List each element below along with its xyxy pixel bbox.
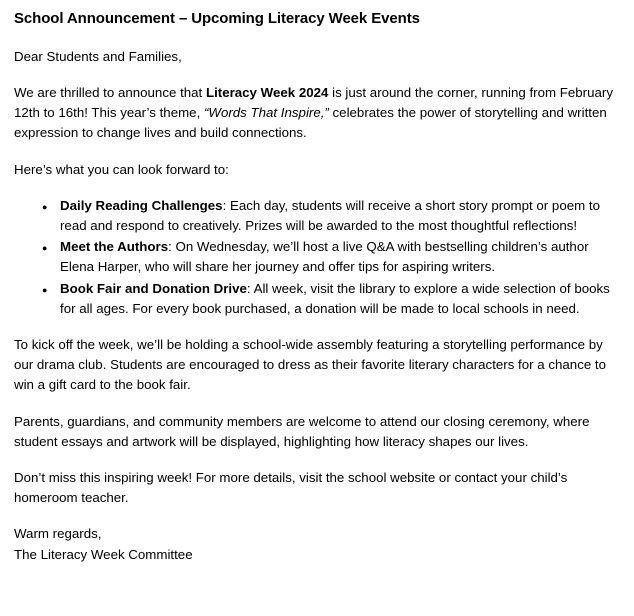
list-item-label: Book Fair and Donation Drive xyxy=(60,280,247,296)
signature-line: The Literacy Week Committee xyxy=(14,546,193,562)
list-item-text: : All week, visit the library to explore a wide selection of books for all ages. For every book purchased, a donation will be made to local schools in need. xyxy=(60,280,610,316)
lead-in-paragraph: Here’s what you can look forward to: xyxy=(14,161,229,177)
list-item xyxy=(60,196,620,236)
list-item-text: : On Wednesday, we’ll host a live Q&A with bestselling children’s author Elena Harper, who will share her journey and offer tips for aspiring writers. xyxy=(60,239,589,275)
intro-italic-theme: “Words That Inspire,” xyxy=(203,105,329,121)
signoff-line: Warm regards, xyxy=(14,526,102,542)
list-item-text: : Each day, students will receive a short story prompt or poem to read and respond to creatively. Prizes will be awarded to the most thoughtful reflections! xyxy=(60,197,600,233)
events-list xyxy=(14,196,620,319)
list-item-label: Meet the Authors xyxy=(60,239,169,255)
salutation-paragraph: Dear Students and Families, xyxy=(14,48,182,64)
parents-paragraph: Parents, guardians, and community members are welcome to attend our closing ceremony, where student essays and artwork will be displayed, highlighting how literacy shapes our lives. xyxy=(14,413,590,449)
intro-paragraph xyxy=(14,83,620,144)
closing-paragraph: Don’t miss this inspiring week! For more details, visit the school website or contact your child’s homeroom teacher. xyxy=(14,470,568,506)
list-item-label: Daily Reading Challenges xyxy=(60,197,223,213)
intro-text-part1: We are thrilled to announce that xyxy=(14,84,206,100)
intro-bold-literacy-week: Literacy Week 2024 xyxy=(205,84,329,100)
page-title: School Announcement – Upcoming Literacy Week Events xyxy=(14,10,420,27)
kickoff-paragraph: To kick off the week, we’ll be holding a school-wide assembly featuring a storytelling performance by our drama club. Students are encouraged to dress as their favorite literary characters for a chance to win a gift card to the book fair. xyxy=(14,336,607,393)
list-item xyxy=(60,237,620,277)
intro-text-part2: is just around the corner, running from February 12th to 16th! This year’s theme, xyxy=(14,84,613,121)
intro-text-part3: celebrates the power of storytelling and written expression to change lives and build connections. xyxy=(14,105,607,141)
list-item xyxy=(60,279,620,319)
